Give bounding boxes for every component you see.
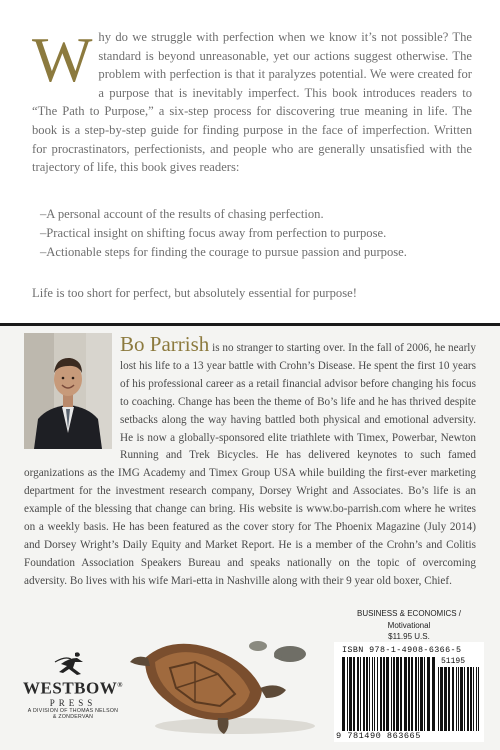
barcode-bar [383,657,385,731]
barcode-bar [476,667,477,731]
price: $11.95 U.S. [388,632,430,641]
barcode-addon-number: 51195 [441,657,466,666]
barcode-bar [342,657,345,731]
author-bio-text: is no stranger to starting over. In the fall of 2006, he nearly lost his life to a 13 year battle with Crohn’s Disease. He spent the first 10 years of his professional career as a retail financial advisor before changing his focus to coaching. Change has been the theme of Bo’s life and he has thrived despite setbacks along the way having battled both physical and emotional adversity. He is now a globally-sponsored elite triathlete with Timex, Powerbar, Newton Running and Trek Bicycles. He has delivered keynotes to such famed organizations as the IMG Academy and Timex Group USA while building the first-ever marketing department for the investment research company, Dorsey Wright and Associates. Bo’s life is an example of the blessing that change can bring. His website is www.bo-parrish.com where he writes on a weekly basis. He has been featured as the cover story for The Phoenix Magazine (July 2014) and Dorsey Wright’s Daily Equity and Market Report. He is a member of the Crohn’s and Colitis Foundation Association Speakers Bureau and speaks nationally on the topic of overcoming adversity. Bo lives with his wife Mari-etta in Nashville along with their 9 year old boxer, Chief. [24,342,477,587]
barcode-bar [452,667,454,731]
runner-logo-icon [53,650,93,676]
author-bio [24,332,477,591]
barcode-bar [420,657,423,731]
barcode-bar [377,657,378,731]
drop-cap: W [32,24,93,95]
barcode-bar [372,657,373,731]
barcode-bar [432,657,435,731]
barcode-bar [363,657,365,731]
barcode-bar [386,657,389,731]
barcode-bar [464,667,465,731]
barcode-bar [478,667,479,731]
publisher-division-2: & ZONDERVAN [52,713,94,720]
barcode-bar [470,667,472,731]
isbn-label: ISBN 978-1-4908-6366-5 [342,645,462,655]
barcode-bar [349,657,352,731]
benefit-item: –Practical insight on shifting focus away from perfection to purpose. [40,226,387,240]
benefit-item: –A personal account of the results of chasing perfection. [40,207,324,221]
barcode-bar [374,657,375,731]
barcode-bar [460,667,463,731]
barcode-bar [369,657,370,731]
barcode-bar [400,657,402,731]
barcode-bar [404,657,407,731]
barcode-bar [357,657,359,731]
barcode-bar [440,667,443,731]
barcode-bar [411,657,413,731]
barcode-addon-icon [438,667,482,731]
barcode-bar [473,667,474,731]
barcode-bar [347,657,348,731]
category-block [334,608,484,643]
publisher-logo [18,650,128,740]
description-text: hy do we struggle with perfection when we know it’s not possible? The standard is beyond unreasonable, yet our actions suggest otherwise. The problem with perfection is that it paralyzes potential. We were created for a purpose that is inevitably imperfect. This book introduces readers to “The Path to Purpose,” a six-step process for discovering true meaning in life. The book is a step-by-step guide for finding purpose in the face of imperfection. Written for procrastinators, perfectionists, and people who are generally unsatisfied with the trajectory of life, this book gives readers: [32,30,472,175]
author-name: Bo Parrish [120,332,210,356]
barcode-bar [380,657,382,731]
publisher-division: A DIVISION OF THOMAS NELSON [27,707,119,714]
barcode-bar [467,667,469,731]
barcode-bar [393,657,395,731]
barcode-bar [424,657,425,731]
barcode-bar [408,657,410,731]
book-description [32,24,472,177]
barcode-icon [342,657,436,731]
tagline: Life is too short for perfect, but absolutely essential for purpose! [32,286,357,300]
barcode-bar [396,657,399,731]
barcode-bar [353,657,355,731]
barcode-bar [366,657,368,731]
barcode-bar [444,667,447,731]
publisher-press: PRESS [49,697,97,708]
category-label: BUSINESS & ECONOMICS / [356,609,462,618]
barcode-bar [458,667,459,731]
turtle-icon [100,618,340,738]
barcode-bar [360,657,361,731]
barcode-bar [415,657,417,731]
barcode-bar [438,667,439,731]
barcode-bar [448,667,450,731]
benefit-list [40,205,480,262]
barcode-bar [456,667,457,731]
publisher-name: WESTBOW® [23,678,123,698]
barcode-number: 9 781490 863665 [336,731,421,741]
barcode-bar [427,657,430,731]
turtle-illustration [100,618,340,738]
benefit-item: –Actionable steps for finding the courage to pursue passion and purpose. [40,245,407,259]
barcode-bar [418,657,419,731]
barcode-bar [391,657,392,731]
category-sub: Motivational [387,620,431,630]
